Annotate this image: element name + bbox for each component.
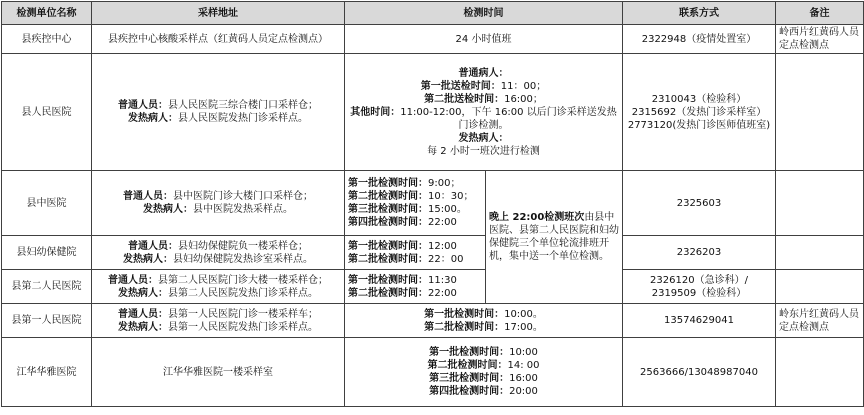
contact-info: 13574629041 — [623, 304, 776, 338]
fever-address: 县妇幼保健院发热诊室采样点。 — [173, 253, 313, 265]
batch-label: 第一批检测时间： — [348, 178, 428, 189]
testing-time — [345, 270, 486, 304]
batch-time: 10:00。 — [504, 308, 543, 320]
batch-label: 第二批检测时间： — [427, 360, 508, 371]
remark — [776, 171, 864, 236]
table-row — [2, 338, 864, 407]
fever-label: 发热病人： — [123, 253, 173, 265]
other-time-label: 其他时间： — [350, 106, 401, 118]
header-time: 检测时间 — [345, 2, 623, 25]
contact-info — [623, 270, 776, 304]
unit-name: 县妇幼保健院 — [2, 236, 92, 270]
batch-time: 11:30 — [428, 274, 457, 286]
batch-time: 9:00； — [428, 178, 461, 189]
header-note: 备注 — [776, 2, 864, 25]
remark: 岭东片红黄码人员定点检测点 — [776, 304, 864, 338]
batch-time: 15:00。 — [428, 204, 467, 215]
fever-address: 县第二人民医院发热门诊采样点。 — [168, 287, 318, 299]
remark — [776, 338, 864, 407]
sampling-address: 县疾控中心核酸采样点（红黄码人员定点检测点） — [92, 25, 345, 54]
fever-label: 发热病人： — [128, 113, 178, 124]
table-row — [2, 236, 864, 270]
batch-label: 第一批检测时间： — [429, 347, 510, 358]
batch-time: 17:00。 — [504, 321, 543, 333]
batch-label: 第三批检测时间： — [348, 204, 428, 215]
testing-time: 24 小时值班 — [345, 25, 623, 54]
table-row — [2, 25, 864, 54]
contact-info: 2325603 — [623, 171, 776, 236]
unit-name: 县人民医院 — [2, 54, 92, 171]
normal-label: 普通人员： — [118, 100, 168, 111]
contact-info: 2563666/13048987040 — [623, 338, 776, 407]
batch-label: 第二批送检时间： — [424, 93, 505, 105]
remark: 岭西片红黄码人员定点检测点 — [776, 25, 864, 54]
batch-time: 10:00 — [509, 347, 538, 358]
normal-address: 县妇幼保健院负一楼采样仓； — [178, 240, 308, 252]
normal-label: 普通人员： — [123, 191, 173, 202]
fever-address: 县第一人民医院发热门诊采样点。 — [168, 321, 318, 333]
batch-label: 第二批检测时间： — [348, 253, 428, 265]
unit-name: 县中医院 — [2, 171, 92, 236]
fever-label: 发热病人： — [118, 287, 168, 299]
contact-line: 2315692（发热门诊采样室） — [631, 106, 767, 118]
batch-label: 第二批检测时间： — [424, 321, 505, 333]
normal-address: 县第一人民医院门诊一楼采样车； — [168, 308, 318, 320]
batch-label: 第一批检测时间： — [348, 240, 428, 252]
unit-name: 县疾控中心 — [2, 25, 92, 54]
unit-name: 县第一人民医院 — [2, 304, 92, 338]
fever-address: 县中医院发热采样点。 — [193, 204, 293, 215]
batch-label: 第四批检测时间： — [429, 386, 510, 397]
testing-time — [345, 54, 623, 171]
fever-schedule: 每 2 小时一班次进行检测 — [427, 145, 540, 157]
batch-label: 第四批检测时间： — [348, 217, 428, 228]
unit-name: 江华华雅医院 — [2, 338, 92, 407]
table-row — [2, 270, 864, 304]
contact-info — [623, 54, 776, 171]
normal-address: 县人民医院三综合楼门口采样仓； — [168, 100, 318, 111]
header-unit: 检测单位名称 — [2, 2, 92, 25]
normal-label: 普通人员： — [118, 308, 168, 320]
fever-label: 发热病人： — [118, 321, 168, 333]
fever-patients-heading: 发热病人： — [458, 132, 509, 144]
testing-time — [345, 304, 623, 338]
batch-label: 第三批检测时间： — [429, 373, 510, 384]
normal-label: 普通人员： — [108, 274, 158, 286]
testing-time — [345, 236, 486, 270]
contact-line: 2326120（急诊科）/ — [650, 274, 748, 286]
batch-label: 第一批检测时间： — [424, 308, 505, 320]
header-address: 采样地址 — [92, 2, 345, 25]
unit-name: 县第二人民医院 — [2, 270, 92, 304]
testing-time — [345, 171, 486, 236]
batch-time: 22：00 — [428, 253, 464, 265]
contact-line: 2773120(发热门诊医师值班室) — [627, 119, 771, 131]
batch-time: 16:00 — [509, 373, 538, 384]
remark — [776, 236, 864, 270]
table-row — [2, 54, 864, 171]
batch-time: 14: 00 — [507, 360, 540, 371]
batch-label: 第一批检测时间： — [348, 274, 428, 286]
sampling-address — [92, 236, 345, 270]
testing-sites-table — [1, 1, 864, 407]
batch-time: 16:00； — [504, 93, 543, 105]
other-time: 11:00-12:00，下午 16:00 以后门诊采样送发热门诊检测。 — [400, 106, 617, 131]
sampling-address: 江华华雅医院一楼采样室 — [92, 338, 345, 407]
normal-address: 县第二人民医院门诊大楼一楼采样仓； — [158, 274, 328, 286]
contact-line: 2319509（检验科） — [651, 287, 747, 299]
sampling-address — [92, 54, 345, 171]
header-contact: 联系方式 — [623, 2, 776, 25]
batch-time: 22:00 — [428, 287, 457, 299]
night-shift-note — [486, 171, 623, 304]
header-row — [2, 2, 864, 25]
batch-time: 12:00 — [428, 240, 457, 252]
normal-patients-heading: 普通病人： — [458, 67, 509, 79]
batch-time: 11：00； — [500, 80, 547, 92]
contact-info: 2326203 — [623, 236, 776, 270]
fever-address: 县人民医院发热门诊采样点。 — [178, 113, 308, 124]
remark — [776, 270, 864, 304]
sampling-address — [92, 270, 345, 304]
testing-time — [345, 338, 623, 407]
contact-line: 2310043（检验科） — [651, 93, 747, 105]
night-shift-text: 由县中医院、县第二人民医院和妇幼保健院三个单位轮流排班开机，集中送一个单位检测。 — [489, 212, 619, 262]
contact-info: 2322948（疫情处置室） — [623, 25, 776, 54]
batch-label: 第二批检测时间： — [348, 287, 428, 299]
sampling-address — [92, 171, 345, 236]
batch-time: 20:00 — [509, 386, 538, 397]
normal-label: 普通人员： — [128, 240, 178, 252]
table-row — [2, 304, 864, 338]
batch-time: 10：30； — [428, 191, 474, 202]
night-shift-label: 晚上 22:00检测班次 — [489, 212, 585, 223]
batch-label: 第一批送检时间： — [420, 80, 501, 92]
batch-time: 22:00 — [428, 217, 457, 228]
table-row — [2, 171, 864, 236]
normal-address: 县中医院门诊大楼门口采样仓； — [173, 191, 313, 202]
sampling-address — [92, 304, 345, 338]
fever-label: 发热病人： — [143, 204, 193, 215]
batch-label: 第二批检测时间： — [348, 191, 428, 202]
remark — [776, 54, 864, 171]
